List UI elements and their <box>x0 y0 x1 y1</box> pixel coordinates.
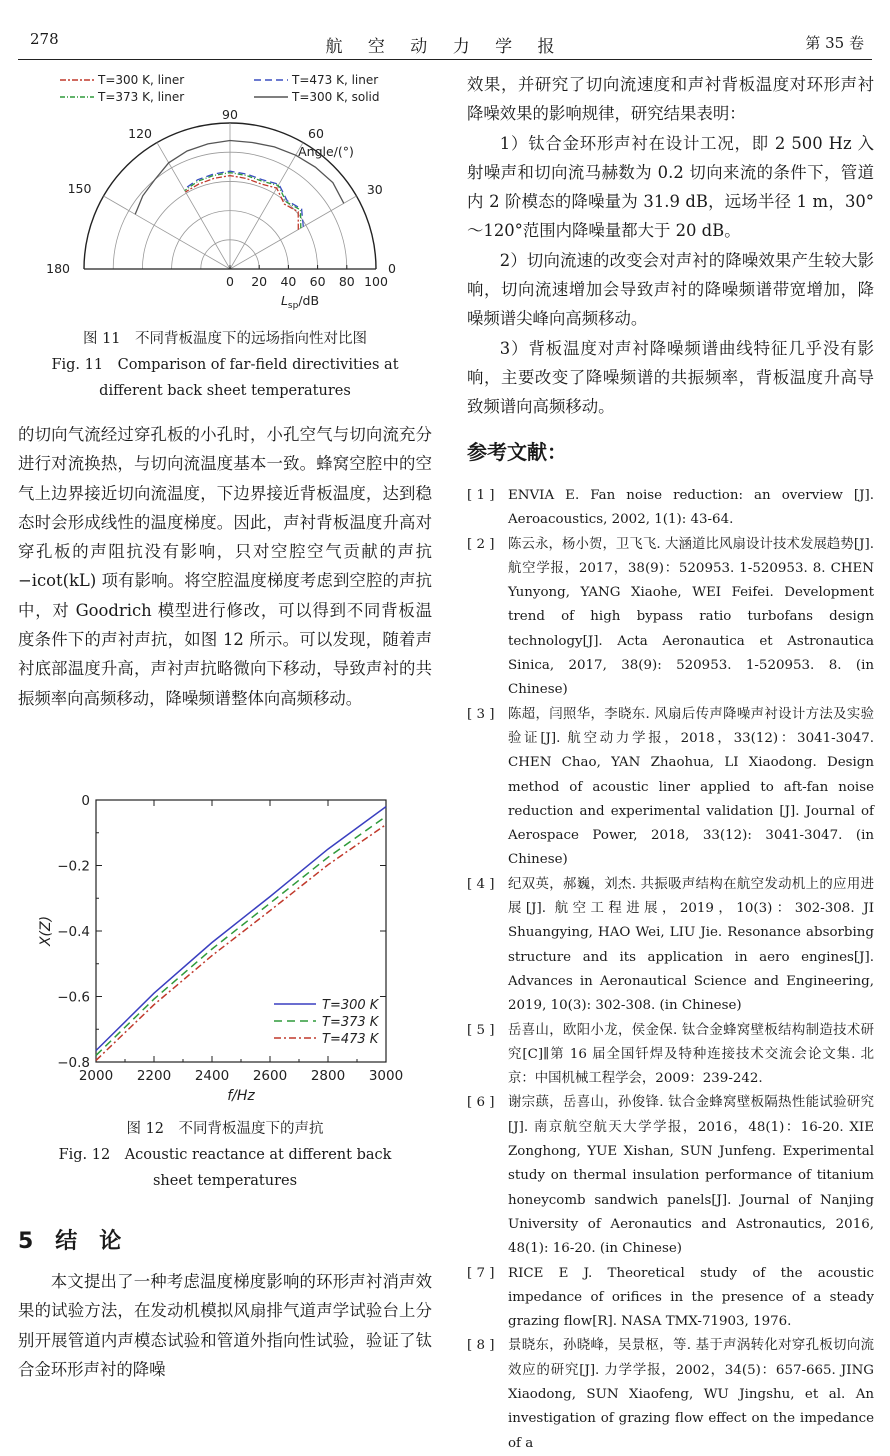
reference-tag: [ 4 ] <box>467 876 495 892</box>
legend-label: T=473 K <box>322 1032 379 1047</box>
header-rule <box>18 59 872 60</box>
reference-item <box>467 1019 874 1092</box>
reference-text: 纪双英，郝巍，刘杰. 共振吸声结构在航空发动机上的应用进展[J]. 航空工程进展，2019，10(3)：302-308. JI Shuangying, HAO Wei, LIU Jie. Resonance absorbing structure and its application in aero engines[J]. Advances in Aeronautical Science and Engineering, 2019, 10(3): 302-308. (in Chinese) <box>508 876 874 1014</box>
reference-text: 谢宗蕻，岳喜山，孙俊锋. 钛合金蜂窝壁板隔热性能试验研究[J]. 南京航空航天大学学报，2016，48(1)：16-20. XIE Zonghong, YUE Xishan, SUN Junfeng. Experimental study on thermal insulation performance of titanium honeycomb sandwich panels[J]. Journal of Nanjing University of Aeronautics and Astronautics, 2016, 48(1): 16-20. (in Chinese) <box>508 1095 874 1257</box>
x-tick-label: 2600 <box>252 1068 288 1084</box>
radius-tick-label: 20 <box>251 274 268 289</box>
reference-tag: [ 3 ] <box>467 706 495 722</box>
radius-tick-label: 80 <box>338 274 355 289</box>
reference-item <box>467 484 874 533</box>
paragraph: 的切向气流经过穿孔板的小孔时，小孔空气与切向流充分进行对流换热，与切向流温度基本一致。蜂窝空腔中的空气上边界接近切向流温度，下边界接近背板温度，达到稳态时会形成线性的温度梯度。因此，声衬背板温度升高对穿孔板的声阻抗没有影响，只对空腔空气贡献的声抗 −icot(kL) 项有影响。将空腔温度梯度考虑到空腔的声抗中，对 Goodrich 模型进行修改，可以得到不同背板温度条件下的声衬声抗，如图 12 所示。可以发现，随着声衬底部温度升高，声衬声抗略微向下移动，导致声衬的共振频率向高频移动，降噪频谱整体向高频移动。 <box>18 425 432 708</box>
radius-tick-label: 0 <box>226 274 234 289</box>
angle-tick-label: 60 <box>308 125 324 141</box>
radius-tick-label: 60 <box>309 274 326 289</box>
figure-11 <box>18 70 432 324</box>
angle-tick-label: 30 <box>366 182 383 197</box>
reference-tag: [ 6 ] <box>467 1095 495 1111</box>
angle-tick-label: 90 <box>222 107 238 122</box>
x-tick-label: 2800 <box>310 1068 346 1084</box>
caption-en: Fig. 11 Comparison of far-field directivities at <box>51 357 399 373</box>
y-tick-label: −0.6 <box>57 989 90 1006</box>
x-tick-label: 2400 <box>194 1068 230 1084</box>
reference-text: 陈云永，杨小贺，卫飞飞. 大涵道比风扇设计技术发展趋势[J]. 航空学报，2017，38(9)：520953. 1-520953. 8. CHEN Yunyong, YANG Xiaohe, WEI Feifei. Development trend of high bypass ratio turbofans design technology[J]. Acta Aeronautica et Astronautica Sinica, 2017, 38(9): 520953. 1-520953. 8. (in Chinese) <box>508 536 874 698</box>
reference-item <box>467 703 874 873</box>
paragraph: 2）切向流速的改变会对声衬的降噪效果产生较大影响，切向流速增加会导致声衬的降噪频谱带宽增加，降噪频谱尖峰向高频移动。 <box>467 250 874 329</box>
reference-text: ENVIA E. Fan noise reduction: an overview [J]. Aeroacoustics, 2002, 1(1): 43-64. <box>508 488 874 528</box>
x-tick-label: 2000 <box>78 1068 114 1084</box>
legend-label: T=300 K, liner <box>98 73 185 87</box>
y-tick-label: −0.8 <box>57 1055 90 1071</box>
reference-tag: [ 5 ] <box>467 1022 495 1038</box>
angle-axis-label: Angle/(°) <box>298 144 354 159</box>
radius-axis-label: $L_{sp}/dB$ <box>280 293 320 311</box>
reference-item <box>467 1091 874 1261</box>
caption-en: sheet temperatures <box>152 1173 298 1189</box>
paragraph: 效果，并研究了切向流速度和声衬背板温度对环形声衬降噪效果的影响规律，研究结果表明： <box>467 75 874 124</box>
y-tick-label: 0 <box>81 793 90 809</box>
caption-en: Fig. 12 Acoustic reactance at different back <box>58 1147 392 1163</box>
polar-grid-spoke <box>104 196 230 269</box>
figure-11-caption <box>18 326 432 404</box>
x-axis-label: f/Hz <box>227 1088 255 1104</box>
journal-name: 航 空 动 力 学 报 <box>325 37 565 57</box>
angle-tick-label: 180 <box>46 261 70 276</box>
body-text-right <box>467 70 874 465</box>
section-title: 5 结 论 <box>18 1229 122 1254</box>
series-line <box>185 173 301 229</box>
paragraph: 3）背板温度对声衬降噪频谱曲线特征几乎没有影响，主要改变了降噪频谱的共振频率，背板温度升高导致频谱向高频移动。 <box>467 338 874 417</box>
reference-text: 景晓东，孙晓峰，吴景枢，等. 基于声涡转化对穿孔板切向流效应的研究[J]. 力学学报，2002，34(5)：657-665. JING Xiaodong, SUN Xiaofeng, WU Jingshu, et al. An investigation of grazing flow effect on the impedance of a <box>508 1338 874 1451</box>
volume-label: 第 35 卷 <box>805 34 864 52</box>
caption-en: different back sheet temperatures <box>99 383 351 399</box>
section-5 <box>18 1224 432 1384</box>
legend-label: T=373 K <box>322 1015 379 1030</box>
legend-label: T=373 K, liner <box>98 90 185 104</box>
reference-tag: [ 1 ] <box>467 488 495 503</box>
paragraph: 本文提出了一种考虑温度梯度影响的环形声衬消声效果的试验方法，在发动机模拟风扇排气道声学试验台上分别开展管道内声模态试验和管道外指向性试验，验证了钛合金环形声衬的降噪 <box>18 1272 432 1379</box>
angle-tick-label: 120 <box>128 125 152 141</box>
figure-12 <box>18 786 432 1110</box>
reference-text: RICE E J. Theoretical study of the acoustic impedance of orifices in the presence of a steady grazing flow[R]. NASA TMX-71903, 1976. <box>508 1265 874 1330</box>
caption-cn: 图 11 不同背板温度下的远场指向性对比图 <box>82 331 368 347</box>
reactance-chart <box>18 786 432 1106</box>
legend-label: T=300 K, solid <box>292 90 380 104</box>
legend-label: T=473 K, liner <box>292 73 379 87</box>
radius-tick-label: 100 <box>364 274 388 289</box>
reference-item <box>467 873 874 1019</box>
legend-label: T=300 K <box>322 998 379 1013</box>
reference-item <box>467 1334 874 1455</box>
reference-item <box>467 1262 874 1335</box>
angle-tick-label: 0 <box>388 261 396 276</box>
x-tick-label: 2200 <box>136 1068 172 1084</box>
y-tick-label: −0.4 <box>57 924 90 940</box>
caption-cn: 图 12 不同背板温度下的声抗 <box>126 1121 324 1137</box>
page-number: 278 <box>30 30 59 48</box>
y-axis-label: X(Z) <box>38 915 54 947</box>
angle-tick-label: 150 <box>67 181 92 196</box>
y-tick-label: −0.2 <box>57 858 90 875</box>
reference-list <box>467 484 874 1456</box>
polar-chart <box>18 70 432 320</box>
reference-tag: [ 7 ] <box>467 1265 495 1281</box>
figure-12-caption <box>18 1116 432 1194</box>
polar-grid-spoke <box>230 196 356 269</box>
radius-tick-label: 40 <box>280 274 297 289</box>
paragraph: 1）钛合金环形声衬在设计工况，即 2 500 Hz 入射噪声和切向流马赫数为 0.2 切向来流的条件下，管道内 2 阶模态的降噪量为 31.9 dB，远场半径 1 m，30°～120°范围内降噪量都大于 20 dB。 <box>467 133 874 241</box>
reference-text: 陈超，闫照华，李晓东. 风扇后传声降噪声衬设计方法及实验验证[J]. 航空动力学报，2018，33(12)：3041-3047. CHEN Chao, YAN Zhaohua, LI Xiaodong. Design method of acoustic liner applied to aft-fan noise reduction and experimental validation [J]. Journal of Aerospace Power, 2018, 33(12): 3041-3047. (in Chinese) <box>508 706 874 868</box>
x-tick-label: 3000 <box>368 1068 404 1084</box>
references-title: 参考文献： <box>467 439 567 464</box>
reference-item <box>467 533 874 703</box>
polar-grid-spoke <box>157 143 230 269</box>
page-header <box>0 0 890 62</box>
reference-tag: [ 8 ] <box>467 1338 495 1354</box>
reference-tag: [ 2 ] <box>467 536 495 552</box>
series-line <box>96 807 386 1051</box>
body-text-left <box>18 420 432 713</box>
reference-text: 岳喜山，欧阳小龙，侯金保. 钛合金蜂窝壁板结构制造技术研究[C]∥第 16 届全国钎焊及特种连接技术交流会论文集. 北京：中国机械工程学会，2009：239-242. <box>508 1022 874 1087</box>
